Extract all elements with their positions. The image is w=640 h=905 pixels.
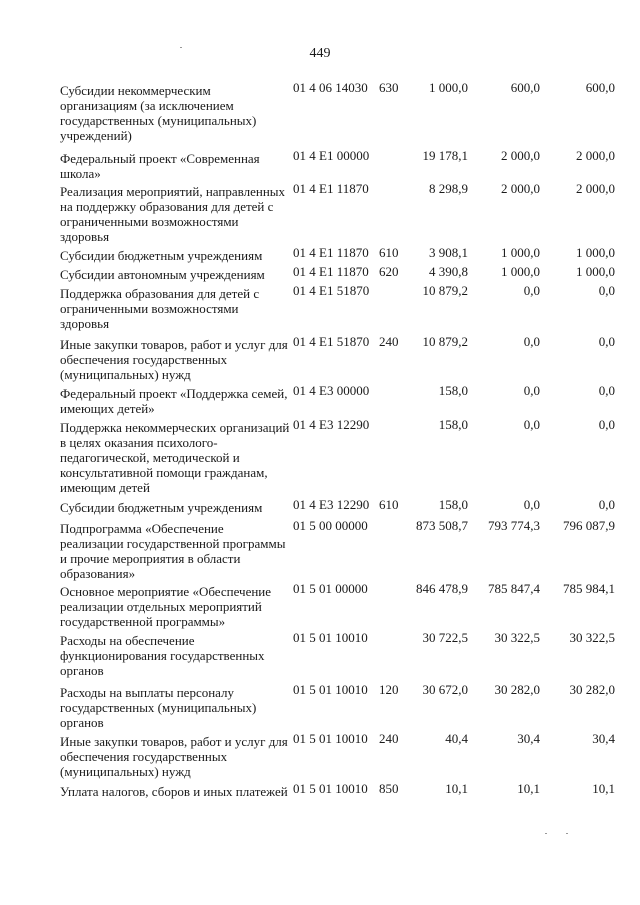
row-value-2: 793 774,3 [488, 518, 540, 533]
table-row [0, 497, 640, 518]
row-code: 01 5 01 10010 [293, 630, 368, 645]
row-expense-type: 850 [379, 781, 399, 796]
row-name: Иные закупки товаров, работ и услуг для обеспечения государственных (муниципальных) нужд [60, 734, 288, 779]
row-name: Иные закупки товаров, работ и услуг для обеспечения государственных (муниципальных) нужд [60, 337, 288, 382]
row-name: Подпрограмма «Обеспечение реализации государственной программы и прочие мероприятия в области образования» [60, 521, 286, 581]
budget-table [0, 80, 640, 821]
row-code: 01 5 00 00000 [293, 518, 368, 533]
row-expense-type: 620 [379, 264, 399, 279]
row-code: 01 5 01 00000 [293, 581, 368, 596]
row-value-3: 785 984,1 [563, 581, 615, 596]
row-value-2: 2 000,0 [501, 181, 540, 196]
row-value-3: 30,4 [592, 731, 615, 746]
row-name: Поддержка некоммерческих организаций в целях оказания психолого-педагогической, методической и консультативной помощи гражданам, имеющим детей [60, 420, 290, 495]
table-row [0, 781, 640, 821]
row-name: Федеральный проект «Современная школа» [60, 151, 260, 181]
row-value-2: 600,0 [510, 80, 540, 95]
row-value-1: 4 390,8 [429, 264, 468, 279]
row-value-2: 785 847,4 [488, 581, 540, 596]
row-value-3: 0,0 [598, 497, 615, 512]
row-name: Субсидии некоммерческим организациям (за исключением государственных (муниципальных) учреждений) [60, 83, 257, 143]
table-row [0, 682, 640, 731]
row-value-1: 10 879,2 [422, 334, 468, 349]
table-row [0, 181, 640, 245]
row-value-1: 158,0 [438, 417, 468, 432]
row-value-3: 1 000,0 [576, 264, 615, 279]
row-value-1: 10 879,2 [422, 283, 468, 298]
row-code: 01 5 01 10010 [293, 781, 368, 796]
row-code: 01 4 E3 12290 [293, 497, 370, 512]
row-expense-type: 610 [379, 497, 399, 512]
row-value-2: 2 000,0 [501, 148, 540, 163]
row-value-2: 10,1 [517, 781, 540, 796]
row-code: 01 4 E1 11870 [293, 245, 369, 260]
row-code: 01 4 E1 11870 [293, 181, 369, 196]
row-code: 01 4 E1 11870 [293, 264, 369, 279]
row-value-2: 0,0 [523, 283, 540, 298]
table-row [0, 417, 640, 497]
row-value-1: 10,1 [445, 781, 468, 796]
row-name: Субсидии автономным учреждениям [60, 267, 265, 282]
row-value-3: 2 000,0 [576, 181, 615, 196]
row-name: Поддержка образования для детей с ограниченными возможностями здоровья [60, 286, 260, 331]
row-value-1: 8 298,9 [429, 181, 468, 196]
row-value-2: 1 000,0 [501, 245, 540, 260]
row-name: Основное мероприятие «Обеспечение реализации отдельных мероприятий государственной программы» [60, 584, 272, 629]
row-value-3: 0,0 [598, 334, 615, 349]
row-value-1: 1 000,0 [429, 80, 468, 95]
row-value-3: 30 322,5 [569, 630, 615, 645]
table-row [0, 245, 640, 264]
row-code: 01 4 E1 51870 [293, 283, 370, 298]
row-value-3: 0,0 [598, 283, 615, 298]
row-value-1: 30 672,0 [422, 682, 468, 697]
row-value-2: 30,4 [517, 731, 540, 746]
row-expense-type: 240 [379, 731, 399, 746]
table-row [0, 148, 640, 181]
row-code: 01 5 01 10010 [293, 731, 368, 746]
table-row [0, 518, 640, 581]
row-expense-type: 630 [379, 80, 399, 95]
row-value-2: 1 000,0 [501, 264, 540, 279]
row-value-2: 30 282,0 [494, 682, 540, 697]
row-code: 01 4 E1 00000 [293, 148, 370, 163]
row-value-1: 846 478,9 [416, 581, 468, 596]
row-code: 01 4 06 14030 [293, 80, 368, 95]
row-name: Реализация мероприятий, направленных на поддержку образования для детей с ограниченными возможностями здоровья [60, 184, 286, 244]
row-code: 01 4 E3 00000 [293, 383, 370, 398]
row-name: Субсидии бюджетным учреждениям [60, 500, 263, 515]
row-value-2: 0,0 [523, 417, 540, 432]
table-row [0, 283, 640, 334]
row-value-3: 30 282,0 [569, 682, 615, 697]
row-value-1: 3 908,1 [429, 245, 468, 260]
row-code: 01 5 01 10010 [293, 682, 368, 697]
scan-speck [180, 47, 182, 48]
row-name: Уплата налогов, сборов и иных платежей [60, 784, 288, 799]
row-value-3: 0,0 [598, 417, 615, 432]
row-code: 01 4 E1 51870 [293, 334, 370, 349]
row-value-3: 1 000,0 [576, 245, 615, 260]
row-name: Федеральный проект «Поддержка семей, имеющих детей» [60, 386, 288, 416]
row-value-3: 0,0 [598, 383, 615, 398]
row-value-3: 796 087,9 [563, 518, 615, 533]
row-expense-type: 120 [379, 682, 399, 697]
row-name: Субсидии бюджетным учреждениям [60, 248, 263, 263]
row-value-2: 0,0 [523, 334, 540, 349]
row-value-3: 600,0 [585, 80, 615, 95]
row-name: Расходы на обеспечение функционирования государственных органов [60, 633, 265, 678]
row-expense-type: 610 [379, 245, 399, 260]
row-value-3: 10,1 [592, 781, 615, 796]
row-value-3: 2 000,0 [576, 148, 615, 163]
table-row [0, 630, 640, 682]
row-value-1: 19 178,1 [422, 148, 468, 163]
row-name: Расходы на выплаты персоналу государственных (муниципальных) органов [60, 685, 257, 730]
table-row [0, 334, 640, 383]
scan-speck [545, 833, 547, 834]
row-value-2: 0,0 [523, 497, 540, 512]
row-value-1: 30 722,5 [422, 630, 468, 645]
table-row [0, 731, 640, 781]
table-row [0, 264, 640, 283]
row-value-2: 30 322,5 [494, 630, 540, 645]
row-code: 01 4 E3 12290 [293, 417, 370, 432]
row-value-1: 158,0 [438, 383, 468, 398]
row-value-1: 158,0 [438, 497, 468, 512]
row-value-2: 0,0 [523, 383, 540, 398]
page-number: 449 [309, 46, 331, 61]
table-row [0, 80, 640, 148]
scan-speck [566, 833, 568, 834]
table-row [0, 581, 640, 630]
table-row [0, 383, 640, 417]
row-value-1: 40,4 [445, 731, 468, 746]
row-expense-type: 240 [379, 334, 399, 349]
row-value-1: 873 508,7 [416, 518, 468, 533]
